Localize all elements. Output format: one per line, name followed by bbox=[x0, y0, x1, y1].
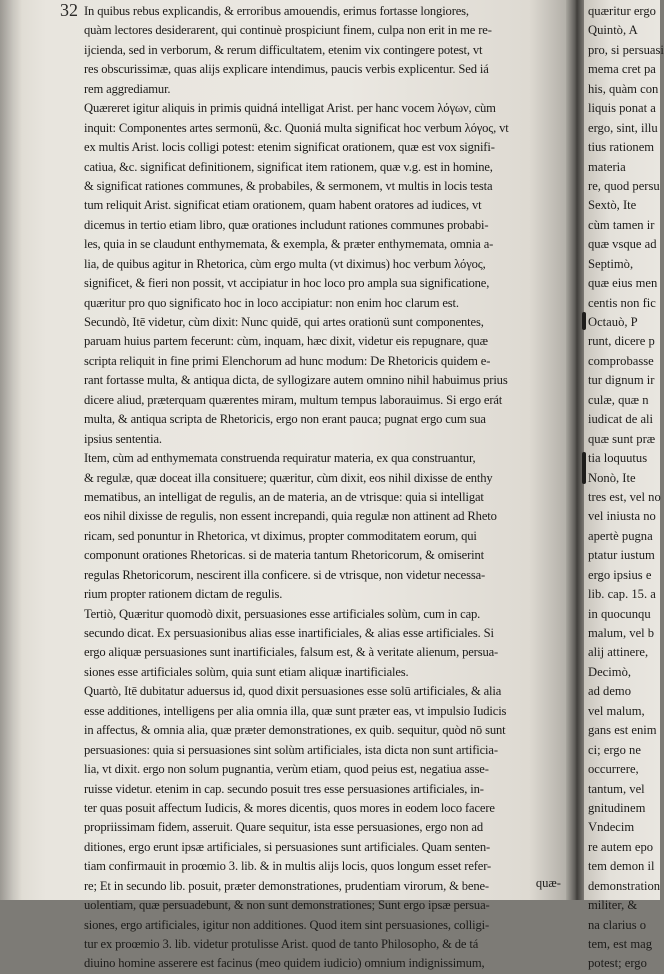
text-line: & significat rationes communes, & probabiles, & sermonem, vt multis in locis testa bbox=[84, 178, 493, 193]
text-line: gnitudinem bbox=[588, 800, 646, 815]
text-line: potest; ergo bbox=[588, 956, 647, 971]
text-line: Tertiò, Quæritur quomodò dixit, persuasiones esse artificiales solùm, cum in cap. bbox=[84, 606, 481, 621]
text-line: his, quàm con bbox=[588, 81, 659, 96]
text-line: quæ sunt præ bbox=[588, 431, 656, 446]
text-line: ter quas posuit affectum Iudicis, & mores dicentis, quos mores in eodem loco facere bbox=[84, 800, 495, 815]
text-line: Quartò, Itē dubitatur aduersus id, quod dixit persuasiones esse solū artificiales, & alia bbox=[84, 684, 502, 699]
text-line: culæ, quæ n bbox=[588, 392, 649, 407]
text-line: demonstration bbox=[588, 878, 661, 893]
text-line: re autem epo bbox=[588, 839, 654, 854]
text-line: vel malum, bbox=[588, 703, 645, 718]
text-line: runt, dicere p bbox=[588, 334, 655, 349]
text-line: paruam huius partem fecerunt: cùm, inquam, hæc dixit, videtur eis repugnare, quæ bbox=[84, 334, 488, 349]
text-line: liquis ponat a bbox=[588, 101, 656, 116]
text-line: re; Et in secundo lib. posuit, præter demonstrationes, prudentiam virorum, & bene- bbox=[84, 878, 489, 893]
text-line: siones esse artificiales solùm, quia sunt etiam aliquæ inartificiales. bbox=[84, 664, 409, 679]
left-page-text bbox=[84, 2, 564, 974]
text-line: lia, de quibus agitur in Rhetorica, cùm ergo multa (vt diximus) hoc verbum λόγος, bbox=[84, 256, 486, 271]
text-line: propriissimam fidem, asseruit. Quare sequitur, ista esse persuasiones, ergo non ad bbox=[84, 820, 483, 835]
page-edge-shadow bbox=[0, 0, 22, 900]
text-line: ci; ergo ne bbox=[588, 742, 641, 757]
text-line: Septimò, bbox=[588, 256, 634, 271]
book-gutter bbox=[566, 0, 586, 900]
text-line: ruisse videtur. etenim in cap. secundo posuit tres esse persuasiones artificiales, in- bbox=[84, 781, 484, 796]
text-line: eos nihil dixisse de regulis, non essent increpandi, quia regulæ non attinent ad Rheto bbox=[84, 509, 497, 524]
ink-mark bbox=[582, 452, 586, 484]
text-line: lia, vt dixit. ergo non solum pugnantia, verùm etiam, quod peius est, negatiua asse- bbox=[84, 762, 489, 777]
text-line: in affectus, & omnia alia, quæ præter demonstrationes, ex quib. sequitur, quòd nō sunt bbox=[84, 723, 506, 738]
text-line: ergo aliquæ persuasiones sunt inartificiales, falsum est, & à veritate alienum, persua- bbox=[84, 645, 499, 660]
text-line: quæ vsque ad bbox=[588, 237, 657, 252]
text-line: ricam, sed ponuntur in Rhetorica, vt diximus, propter commoditatem eorum, qui bbox=[84, 528, 477, 543]
text-line: tia loquutus bbox=[588, 451, 648, 466]
text-line: uolentiam, quæ persuadebunt, & non sunt demonstrationes; Sunt ergo ipsæ persua- bbox=[84, 898, 490, 913]
text-line: quæritur pro quo significato hoc in loco accipiatur: non enim hoc clarum est. bbox=[84, 295, 459, 310]
text-line: tius rationem bbox=[588, 140, 655, 155]
text-line: ijcienda, sed in verborum, & rerum difficultatem, etenim vix contingere potest, vt bbox=[84, 42, 483, 57]
text-line: Quæreret igitur aliquis in primis quidná intelligat Arist. per hanc vocem λόγων, cùm bbox=[84, 101, 496, 116]
text-line: rant fortasse multa, & antiqua dicta, de syllogizare autem omnino nihil habuimus prius bbox=[84, 373, 508, 388]
text-line: tem demon il bbox=[588, 859, 655, 874]
text-line: & regulæ, quæ doceat illa consituere; quæritur, cùm dixit, eos nihil dixisse de enthy bbox=[84, 470, 493, 485]
text-line: lib. cap. 15. a bbox=[588, 587, 656, 602]
text-line: ex multis Arist. locis colligi potest: etenim significat orationem, quæ est vox signifi- bbox=[84, 140, 495, 155]
text-line: ditiones, ergo erunt ipsæ artificiales, si persuasiones sunt artificiales. Quam senten- bbox=[84, 839, 491, 854]
text-line: tur ex proœmio 3. lib. videtur protulisse Arist. quod de tanto Philosopho, & de tá bbox=[84, 937, 479, 951]
text-line: In quibus rebus explicandis, & erroribus amouendis, erimus fortasse longiores, bbox=[84, 4, 469, 18]
text-line: esse additiones, intelligens per alia omnia illa, quæ sunt præter eas, vt impulsio Iudicis bbox=[84, 703, 507, 718]
text-line: rem aggrediamur. bbox=[84, 81, 171, 96]
text-line: na clarius o bbox=[588, 917, 647, 932]
text-line: regulas Rhetoricorum, nescirent illa conficere. si de vtrisque, non videtur necessa- bbox=[84, 567, 486, 582]
text-line: quæ eius men bbox=[588, 276, 658, 291]
text-line: les, quia in se claudunt enthymemata, & exempla, & præter enthymemata, omnia a- bbox=[84, 237, 494, 252]
text-line: mema cret pa bbox=[588, 62, 656, 77]
text-line: ptatur iustum bbox=[588, 548, 655, 563]
text-line: quàm lectores desiderarent, qui continuè prospiciunt finem, culpa non erit in me re- bbox=[84, 23, 492, 38]
text-line: tem, est mag bbox=[588, 937, 653, 951]
text-line: Vndecim bbox=[588, 820, 635, 835]
text-line: res obscurissimæ, quas alijs explicare intendimus, paucis verbis explicentur. Sed iá bbox=[84, 62, 489, 77]
text-line: Nonò, Ite bbox=[588, 470, 636, 485]
text-line: alij attinere, bbox=[588, 645, 649, 660]
text-line: cùm tamen ir bbox=[588, 217, 655, 232]
text-line: inquit: Componentes artes sermonü, &c. Quoniá multa significat hoc verbum λόγος, vt bbox=[84, 120, 509, 135]
text-line: in quocunqu bbox=[588, 606, 651, 621]
text-line: occurrere, bbox=[588, 762, 639, 777]
ink-mark bbox=[582, 312, 586, 330]
text-line: mematibus, an intelligat de regulis, an de materia, an de vtrisque: quia si intelligat bbox=[84, 489, 484, 504]
text-line: materia bbox=[588, 159, 626, 174]
text-line: dicere aliud, præterquam quærentes miram, multum tempus laborauimus. Si ergo erát bbox=[84, 392, 503, 407]
text-line: comprobasse bbox=[588, 353, 654, 368]
text-line: significet, & fieri non possit, vt accipiatur in hoc loco pro ampla sua significatione, bbox=[84, 276, 490, 291]
text-line: ad demo bbox=[588, 684, 632, 699]
text-line: persuasiones: quia si persuasiones sint solùm artificiales, ista dicta non sunt artificia- bbox=[84, 742, 498, 757]
text-line: tantum, vel bbox=[588, 781, 645, 796]
text-line: secundo dicat. Ex persuasionibus alias esse inartificiales, & alias esse artificiales. Si bbox=[84, 626, 494, 640]
text-line: Quintò, A bbox=[588, 23, 638, 38]
text-line: siones, ergo artificiales, igitur non additiones. Quod item sint persuasiones, colligi- bbox=[84, 917, 490, 932]
catchword: quæ- bbox=[535, 876, 561, 890]
text-line: Secundò, Itē videtur, cùm dixit: Nunc quidē, qui artes orationü sunt componentes, bbox=[84, 315, 484, 329]
text-line: gans est enim bbox=[588, 723, 657, 738]
text-line: Decimò, bbox=[588, 664, 632, 679]
text-line: tiam confirmauit in proœmio 3. lib. & in multis alijs locis, quos longum esset refer- bbox=[84, 859, 492, 874]
text-line: centis non fic bbox=[588, 295, 656, 310]
right-page bbox=[584, 0, 664, 971]
text-line: vel iniusta no bbox=[588, 509, 656, 524]
text-line: scripta reliquit in fine primi Elenchorum ad hunc modum: De Rhetoricis quidem e- bbox=[84, 353, 491, 368]
text-line: componunt orationes Rhetoricas. si de materia tantum Rhetoricorum, & omiserint bbox=[84, 548, 484, 563]
text-line: Octauò, P bbox=[588, 315, 638, 329]
text-line: tres est, vel no bbox=[588, 489, 661, 504]
text-line: diuino homine asserere est facinus (meo quidem iudicio) omnium indignissimum, bbox=[84, 956, 485, 971]
text-line: ergo ipsius e bbox=[588, 567, 652, 582]
text-line: pro, si persuasi bbox=[588, 42, 664, 57]
text-line: re, quod persu bbox=[588, 178, 660, 193]
text-line: ergo, sint, illu bbox=[588, 120, 658, 135]
text-line: rium propter rationem dictam de regulis. bbox=[84, 587, 283, 602]
text-line: tum reliquit Arist. significat etiam orationem, quam habent oratores ad iudices, vt bbox=[84, 198, 482, 213]
text-line: quæritur ergo bbox=[588, 4, 656, 18]
text-line: multa, & antiqua scripta de Rhetoricis, ergo non erant pauca; pugnat ergo cum sua bbox=[84, 412, 486, 427]
text-line: apertè pugna bbox=[588, 528, 653, 543]
text-line: tur dignum ir bbox=[588, 373, 655, 388]
text-line: iudicat de ali bbox=[588, 412, 654, 427]
text-line: catiua, &c. significat definitionem, significat item rationem, quæ v.g. est in homine, bbox=[84, 159, 493, 174]
text-line: ipsius sententia. bbox=[84, 431, 162, 446]
text-line: militer, & bbox=[588, 898, 638, 913]
text-line: Item, cùm ad enthymemata construenda requiratur materia, ex qua construantur, bbox=[84, 451, 476, 466]
right-page-text bbox=[588, 2, 664, 974]
text-line: dicemus in tertio etiam libro, quæ orationes includunt rationes communes probabi- bbox=[84, 217, 489, 232]
text-line: malum, vel b bbox=[588, 626, 655, 640]
page-number: 32 bbox=[60, 0, 78, 20]
text-line: Sextò, Ite bbox=[588, 198, 637, 213]
